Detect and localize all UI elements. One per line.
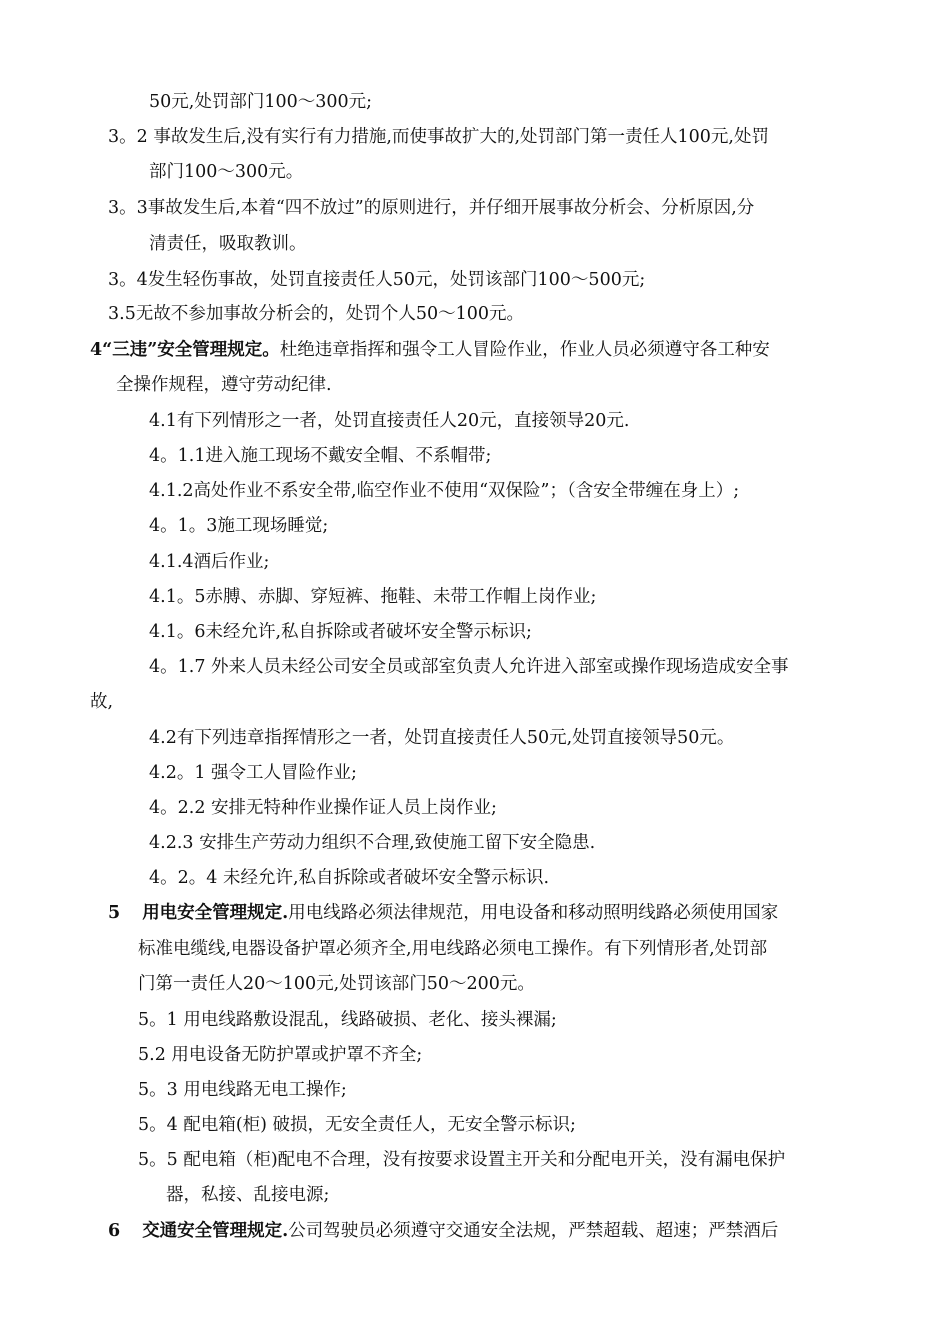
text-line: 3。4发生轻伤事故，处罚直接责任人50元，处罚该部门100～500元; <box>108 270 646 290</box>
text-line: 全操作规程，遵守劳动纪律. <box>116 375 332 395</box>
text-line: 4.2。1 强令工人冒险作业; <box>149 763 357 783</box>
text-line: 50元,处罚部门100～300元; <box>149 92 373 112</box>
text-line: 4.1.4酒后作业; <box>149 552 270 572</box>
text-line: 4.1。5赤膊、赤脚、穿短裤、拖鞋、未带工作帽上岗作业; <box>149 587 597 607</box>
text-line: 4。2.2 安排无特种作业操作证人员上岗作业; <box>149 798 497 818</box>
section-5-heading: 用电安全管理规定. <box>142 903 289 923</box>
text-line: 4.1。6未经允许,私自拆除或者破坏安全警示标识; <box>149 622 532 642</box>
text-line: 4.2.3 安排生产劳动力组织不合理,致使施工留下安全隐患. <box>149 833 596 853</box>
text-line: 标准电缆线,电器设备护罩必须齐全,用电线路必须电工操作。有下列情形者,处罚部 <box>138 939 768 959</box>
section-4-heading-line <box>90 338 770 362</box>
text-line: 4。1。3施工现场睡觉; <box>149 516 329 536</box>
text-line: 器，私接、乱接电源; <box>166 1185 330 1205</box>
text-line: 3.5无故不参加事故分析会的，处罚个人50～100元。 <box>108 304 524 324</box>
text-line: 4。1.1进入施工现场不戴安全帽、不系帽带; <box>149 446 492 466</box>
text-line: 5。5 配电箱（柜)配电不合理，没有按要求设置主开关和分配电开关，没有漏电保护 <box>138 1150 786 1170</box>
text-line: 5。4 配电箱(柜) 破损，无安全责任人，无安全警示标识; <box>138 1115 576 1135</box>
text-line: 门第一责任人20～100元,处罚该部门50～200元。 <box>138 974 535 994</box>
section-6-text: 公司驾驶员必须遵守交通安全法规，严禁超载、超速；严禁酒后 <box>288 1221 779 1241</box>
section-6-number: 6 <box>108 1221 121 1241</box>
text-line: 3。2 事故发生后,没有实行有力措施,而使事故扩大的,处罚部门第一责任人100元,处罚 <box>108 127 769 147</box>
section-5-number: 5 <box>108 903 121 923</box>
text-line: 4。1.7 外来人员未经公司安全员或部室负责人允许进入部室或操作现场造成安全事 <box>149 657 789 677</box>
text-line: 5.2 用电设备无防护罩或护罩不齐全; <box>138 1045 423 1065</box>
section-4-heading: 4“三违”安全管理规定。 <box>90 340 280 360</box>
section-6-heading-line <box>108 1219 778 1243</box>
text-line: 清责任，吸取教训。 <box>149 234 307 254</box>
text-line: 4.2有下列违章指挥情形之一者，处罚直接责任人50元,处罚直接领导50元。 <box>149 728 735 748</box>
text-line: 部门100～300元。 <box>149 162 304 182</box>
text-line: 5。3 用电线路无电工操作; <box>138 1080 347 1100</box>
text-line: 5。1 用电线路敷设混乱，线路破损、老化、接头裸漏; <box>138 1010 557 1030</box>
section-5-text: 用电线路必须法律规范，用电设备和移动照明线路必须使用国家 <box>288 903 779 923</box>
text-line: 4.1.2高处作业不系安全带,临空作业不使用“双保险”；（含安全带缠在身上）; <box>149 481 740 501</box>
section-6-heading: 交通安全管理规定. <box>142 1221 289 1241</box>
text-line: 4.1有下列情形之一者，处罚直接责任人20元，直接领导20元. <box>149 411 630 431</box>
section-5-heading-line <box>108 901 778 925</box>
text-line: 故, <box>90 692 114 712</box>
text-line: 3。3事故发生后,本着“四不放过”的原则进行，并仔细开展事故分析会、分析原因,分 <box>108 198 755 218</box>
section-4-text: 杜绝违章指挥和强令工人冒险作业，作业人员必须遵守各工种安 <box>279 340 770 360</box>
text-line: 4。2。4 未经允许,私自拆除或者破坏安全警示标识. <box>149 868 550 888</box>
